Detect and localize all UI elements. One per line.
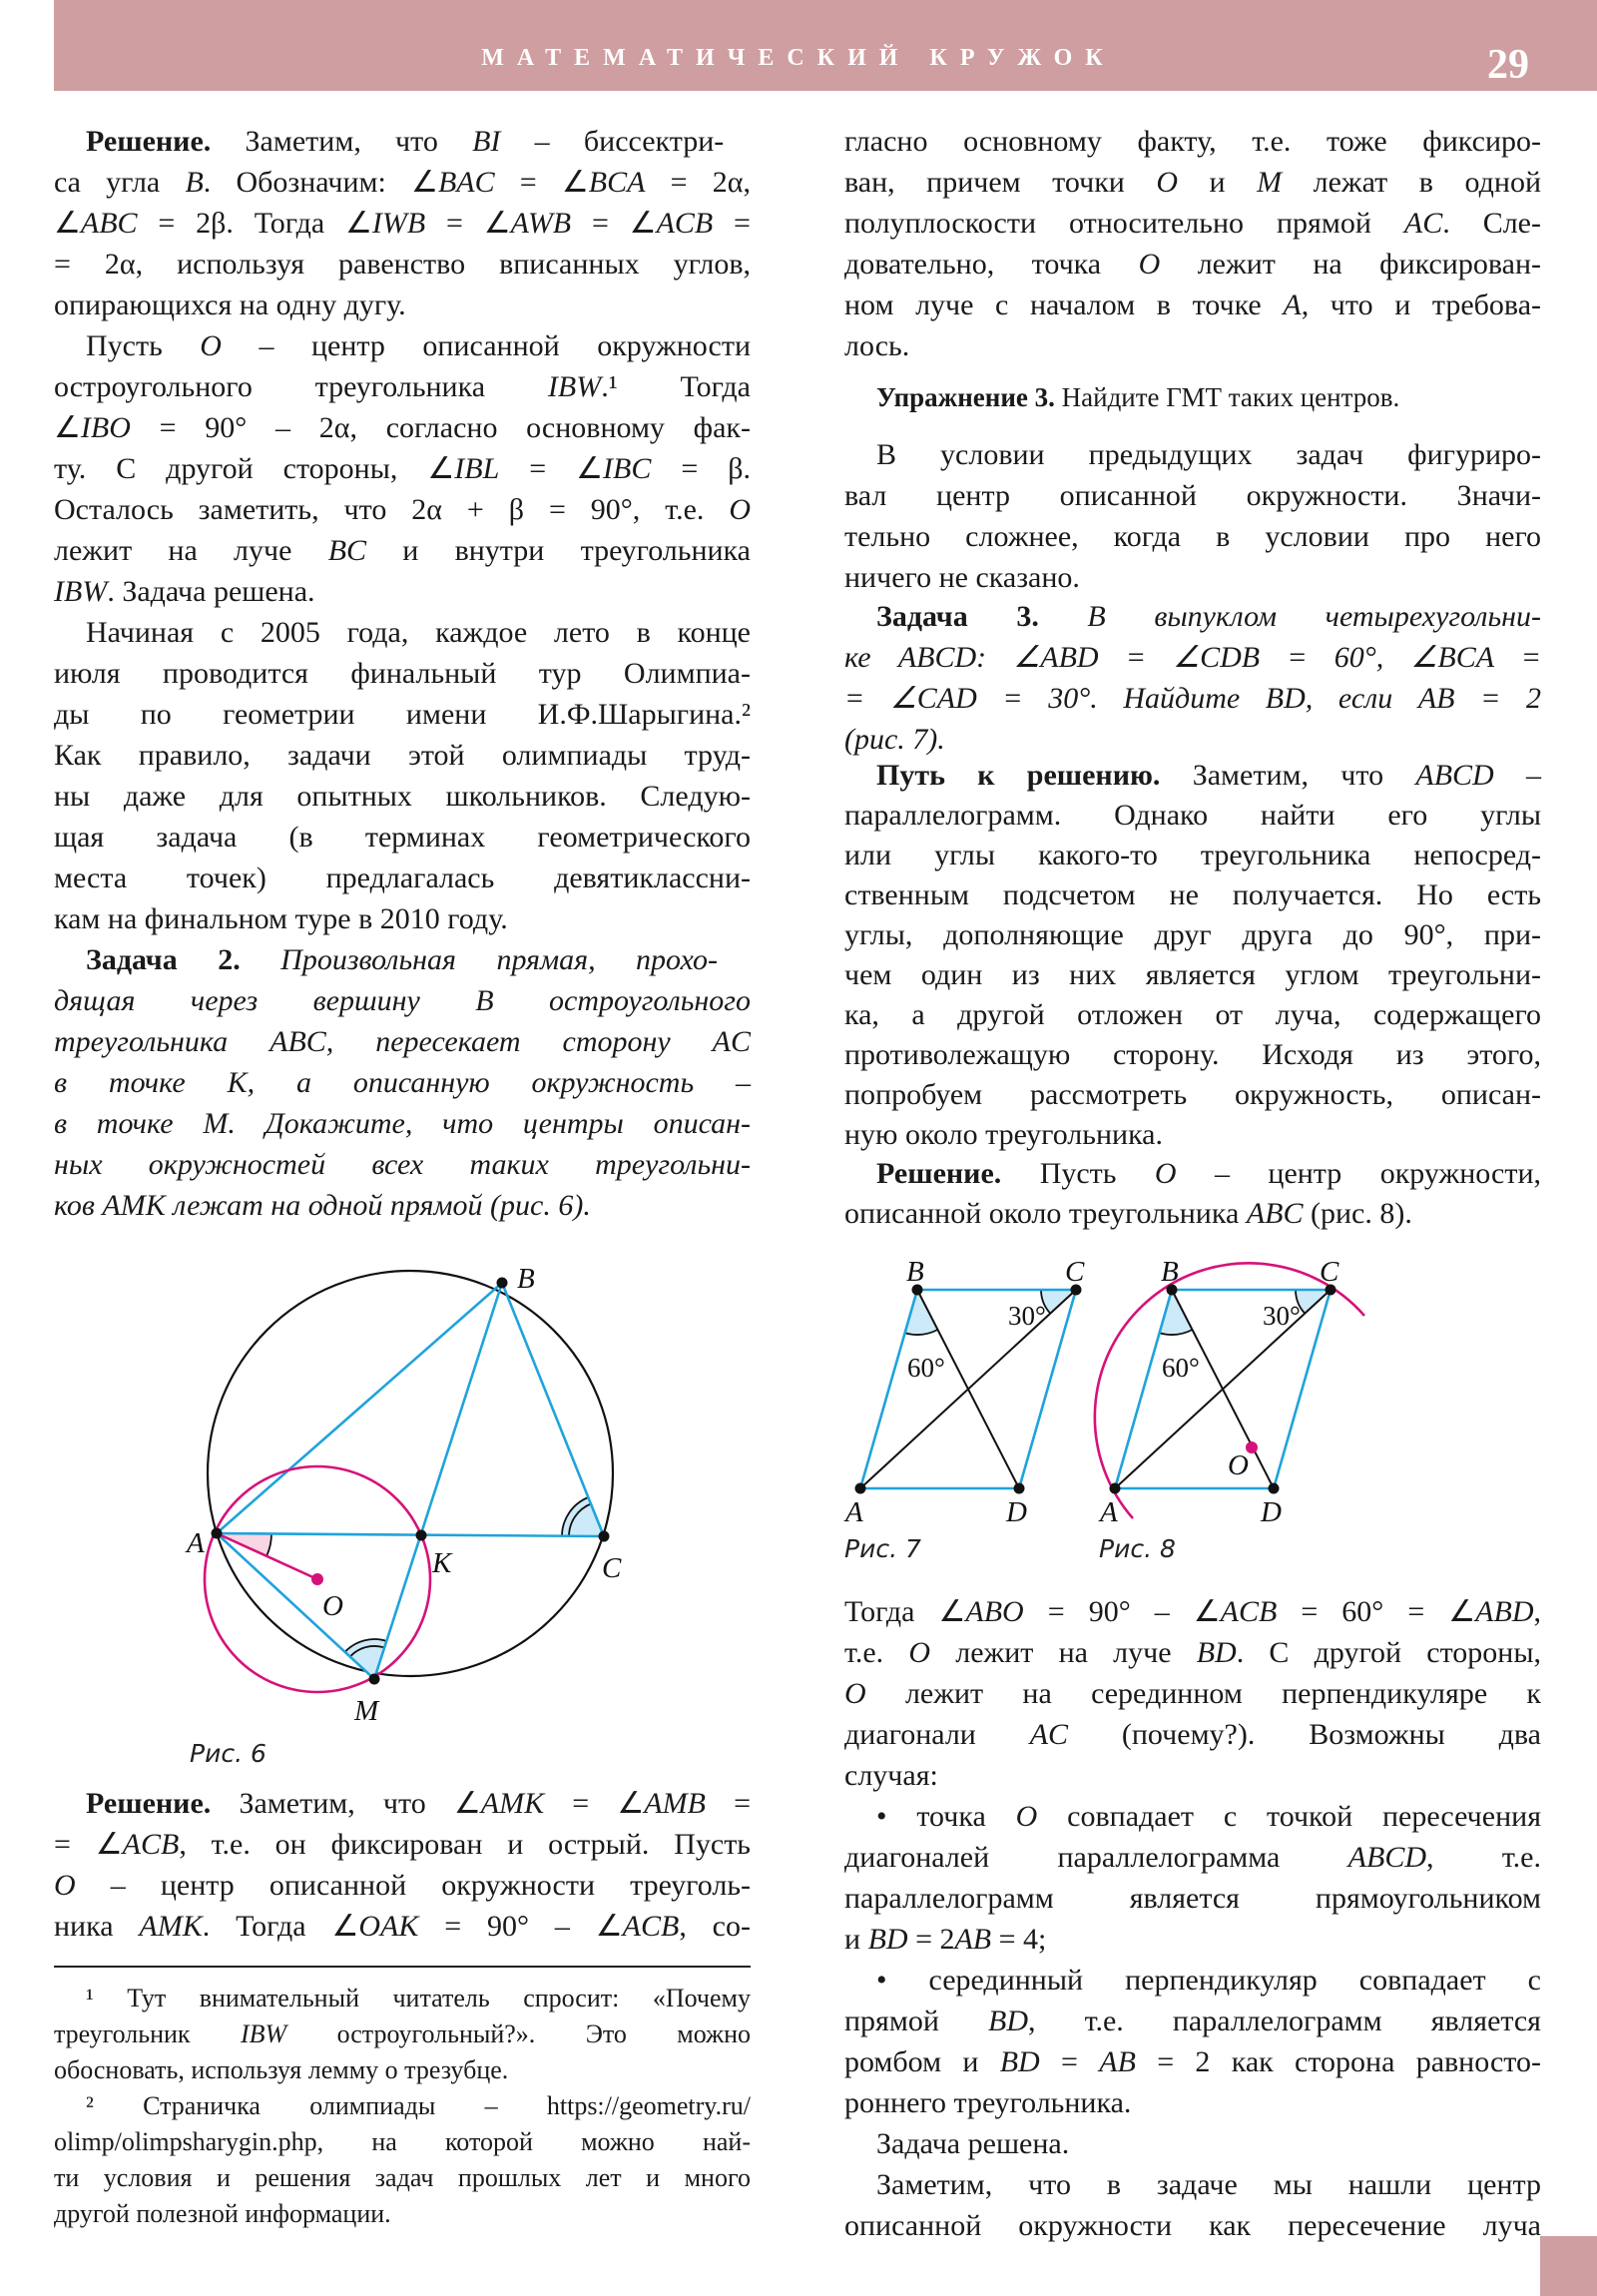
figure-7 — [843, 1256, 1085, 1563]
italic-text: ABO — [965, 1595, 1024, 1628]
point-o — [311, 1573, 323, 1585]
line-content: лось. — [844, 329, 910, 362]
point-d — [1014, 1483, 1025, 1494]
line-content: Заметим, что в задаче мы нашли центр — [876, 2168, 1541, 2201]
text-segment: = ∠ — [494, 166, 589, 199]
text-segment: = — [705, 1787, 751, 1820]
line-content: В условии предыдущих задач фигуриро- — [876, 438, 1541, 471]
label-a: A — [1100, 1496, 1118, 1528]
italic-text: O — [844, 1677, 866, 1710]
diagonal-bd — [1172, 1290, 1274, 1488]
italic-text: в точке K, а описанную окружность – — [54, 1066, 751, 1099]
line-content: чем один из них является углом треугольни- — [844, 958, 1541, 991]
text-segment: = ∠ — [544, 1787, 645, 1820]
text-segment: лежат в одной — [1282, 166, 1541, 199]
text-segment: – центр описанной окружности треуголь- — [75, 1869, 751, 1902]
text-segment: лежит на фиксирован- — [1160, 248, 1541, 281]
text-segment: = ∠ — [499, 452, 604, 485]
line-content: Задача решена. — [876, 2127, 1070, 2160]
angle-label-60: 60° — [907, 1353, 945, 1383]
side-ab — [860, 1290, 917, 1488]
italic-text: AC — [1029, 1718, 1069, 1751]
text-segment: , со- — [679, 1910, 751, 1943]
label-a: A — [187, 1527, 205, 1559]
run-in-heading: Упражнение 3. — [876, 382, 1055, 412]
text-segment: , т.е. — [1426, 1841, 1541, 1874]
run-in-heading: Решение. — [876, 1157, 1002, 1190]
line-content: ды по геометрии имени И.Ф.Шарыгина.² — [54, 698, 751, 731]
italic-text: O — [200, 329, 222, 362]
angle-label-30: 30° — [1008, 1301, 1046, 1331]
italic-text: AB — [1099, 2045, 1136, 2078]
line-content: ную около треугольника. — [844, 1118, 1163, 1151]
label-o: O — [322, 1590, 343, 1622]
segment-bm — [374, 1283, 502, 1679]
text-segment: ромбом и — [844, 2045, 1000, 2078]
line-content: = 2α, используя равенство вписанных углов, — [54, 248, 751, 281]
text-segment: – центр описанной окружности — [221, 329, 751, 362]
segment-ac — [217, 1533, 604, 1536]
italic-text: ACB — [1220, 1595, 1278, 1628]
text-segment: довательно, точка — [844, 248, 1139, 281]
text-segment: прямой — [844, 2005, 988, 2037]
italic-text: ACB — [622, 1910, 680, 1943]
text-segment: Заметим, что — [1160, 759, 1416, 792]
line-content: июля проводится финальный тур Олимпиа- — [54, 657, 751, 690]
line-content: ² Страничка олимпиады – https://geometry.ru/ — [86, 2091, 751, 2120]
text-segment: = ∠ — [571, 207, 657, 240]
running-title: МАТЕМАТИЧЕСКИЙ КРУЖОК — [481, 45, 1116, 71]
point-c — [599, 1531, 610, 1542]
italic-text: AB — [954, 1923, 992, 1956]
point-m — [369, 1674, 380, 1685]
line-content: описанной окружности как пересечение луча — [844, 2209, 1541, 2242]
line-content: обосновать, используя лемму о трезубце. — [54, 2055, 509, 2084]
text-segment: = — [713, 207, 751, 240]
label-b: B — [906, 1256, 924, 1288]
text-segment: = 2 как сторона равносто- — [1135, 2045, 1541, 2078]
text-segment: . Задача решена. — [107, 575, 315, 608]
point-d — [1269, 1483, 1280, 1494]
line-content: ничего не сказано. — [844, 561, 1080, 594]
text-segment: .¹ Тогда — [601, 370, 751, 403]
italic-text: ABC — [1246, 1197, 1304, 1230]
line-content: Как правило, задачи этой олимпиады труд- — [54, 739, 751, 772]
italic-text: AC — [1403, 207, 1443, 240]
line-content: параллелограмм является прямоугольником — [844, 1882, 1541, 1915]
italic-text: IBL — [454, 452, 500, 485]
italic-text: AMK — [139, 1910, 203, 1943]
italic-text: (рис. 7). — [844, 723, 945, 756]
text-segment: = — [1039, 2045, 1100, 2078]
label-d: D — [1006, 1496, 1027, 1528]
line-content: противолежащую сторону. Исходя из этого, — [844, 1038, 1541, 1071]
text-segment: ∠ — [54, 411, 81, 444]
italic-text: IBW — [240, 2019, 287, 2048]
italic-text: ков AMK лежат на одной прямой (рис. 6). — [54, 1189, 591, 1222]
line-content: ны даже для опытных школьников. Следую- — [54, 780, 751, 813]
italic-text: AWB — [510, 207, 572, 240]
line-content: места точек) предлагалась девятиклассни- — [54, 861, 751, 894]
italic-text: BD — [867, 1923, 908, 1956]
text-segment: . С другой стороны, — [1236, 1636, 1541, 1669]
run-in-heading: Задача 3. — [876, 600, 1039, 633]
italic-text: AMB — [644, 1787, 706, 1820]
text-segment: Найдите ГМТ таких центров. — [1054, 382, 1400, 412]
line-content: роннего треугольника. — [844, 2086, 1132, 2119]
line-content: гласно основному факту, т.е. тоже фиксиро- — [844, 125, 1541, 158]
run-in-heading: Задача 2. — [86, 943, 241, 976]
point-a — [212, 1528, 223, 1539]
text-segment: Тогда ∠ — [844, 1595, 966, 1628]
line-content: ка, а другой отложен от луча, содержащего — [844, 998, 1541, 1031]
italic-text: O — [1015, 1800, 1038, 1833]
italic-text: A — [1283, 288, 1302, 321]
italic-text: OAK — [358, 1910, 419, 1943]
text-segment: и — [1178, 166, 1258, 199]
text-segment: Пусть — [86, 329, 201, 362]
figure-8-caption: Рис. 8 — [1099, 1534, 1176, 1563]
angle-label-60: 60° — [1162, 1353, 1200, 1383]
text-segment: • точка — [876, 1800, 1016, 1833]
italic-text: дящая через вершину B остроугольного — [54, 984, 751, 1017]
italic-text: BD — [999, 2045, 1040, 2078]
text-segment: = 90° – ∠ — [418, 1910, 623, 1943]
label-d: D — [1261, 1496, 1282, 1528]
text-segment: описанной около треугольника — [844, 1197, 1247, 1230]
italic-text: O — [729, 493, 751, 526]
line-content: параллелограмм. Однако найти его углы — [844, 799, 1541, 832]
line-content: щая задача (в терминах геометрического — [54, 821, 751, 854]
text-segment: = 2 — [907, 1923, 955, 1956]
run-in-heading: Путь к решению. — [876, 759, 1161, 792]
line-content: • серединный перпендикуляр совпадает с — [876, 1964, 1541, 1997]
label-a: A — [845, 1496, 863, 1528]
angle-label-30: 30° — [1263, 1301, 1301, 1331]
figure-6-caption: Рис. 6 — [190, 1739, 266, 1768]
side-ab — [1115, 1290, 1172, 1488]
text-segment: лежит на луче — [930, 1636, 1197, 1669]
text-segment: и внутри треугольника — [366, 534, 751, 567]
text-segment: , т.е. он фиксирован и острый. Пусть — [179, 1828, 751, 1861]
italic-text: В выпуклом четырехугольни- — [1038, 600, 1541, 633]
italic-text: IBW — [54, 575, 108, 608]
line-content: углы, дополняющие друг друга до 90°, при- — [844, 918, 1541, 951]
text-segment: = β. — [651, 452, 751, 485]
italic-text: O — [908, 1636, 931, 1669]
run-in-heading: Решение. — [86, 1787, 212, 1820]
text-segment: = 2α, — [645, 166, 751, 199]
text-segment: – центр окружности, — [1176, 1157, 1541, 1190]
italic-text: O — [1156, 166, 1179, 199]
page-number: 29 — [1487, 42, 1529, 88]
label-c: C — [1320, 1256, 1339, 1288]
text-segment: Пусть — [1001, 1157, 1155, 1190]
text-segment: (рис. 8). — [1303, 1197, 1412, 1230]
italic-text: B — [185, 166, 204, 199]
text-segment: – — [1493, 759, 1541, 792]
italic-text: ACB — [656, 207, 714, 240]
text-segment: ту. С другой стороны, ∠ — [54, 452, 455, 485]
text-segment: = 90° – 2α, согласно основному фак- — [130, 411, 751, 444]
italic-text: ABC — [80, 207, 138, 240]
line-content: попробуем рассмотреть окружность, описан- — [844, 1078, 1541, 1111]
text-segment: лежит на луче — [54, 534, 328, 567]
text-segment: ном луче с началом в точке — [844, 288, 1284, 321]
label-b: B — [1161, 1256, 1179, 1288]
text-segment: лежит на серединном перпендикуляре к — [865, 1677, 1541, 1710]
italic-text: BAC — [437, 166, 495, 199]
point-b — [497, 1278, 508, 1289]
italic-text: IWB — [371, 207, 426, 240]
text-segment: совпадает с точкой пересечения — [1037, 1800, 1541, 1833]
segment-bc — [502, 1283, 604, 1536]
line-content: ти условия и решения задач прошлых лет и много — [54, 2163, 751, 2192]
text-segment: Заметим, что — [211, 125, 473, 158]
segment-ab — [217, 1283, 502, 1533]
italic-text: M — [1257, 166, 1283, 199]
line-content: olimp/olimpsharygin.php, на которой можно най- — [54, 2127, 751, 2156]
italic-text: ке ABCD: ∠ABD = ∠CDB = 60°, ∠BCA = — [844, 641, 1541, 674]
italic-text: BC — [327, 534, 367, 567]
line-content: опирающихся на одну дугу. — [54, 288, 406, 321]
italic-text: BI — [472, 125, 501, 158]
point-a — [1110, 1483, 1121, 1494]
run-in-heading: Решение. — [86, 125, 212, 158]
italic-text: ABD — [1475, 1595, 1534, 1628]
text-segment: = 90° – ∠ — [1023, 1595, 1221, 1628]
diagonal-bd — [917, 1290, 1019, 1488]
line-content: тельно сложнее, когда в условии про него — [844, 520, 1541, 553]
line-content: ственным подсчетом не получается. Но есть — [844, 878, 1541, 911]
line-content: ¹ Тут внимательный читатель спросит: «Почему — [86, 1984, 751, 2012]
text-segment: ван, причем точки — [844, 166, 1157, 199]
figure-8 — [1095, 1256, 1364, 1563]
line-content: вал центр описанной окружности. Значи- — [844, 479, 1541, 512]
text-segment: ∠ — [54, 207, 81, 240]
text-segment: треугольник — [54, 2019, 241, 2048]
text-segment: полуплоскости относительно прямой — [844, 207, 1404, 240]
point-k — [416, 1530, 427, 1541]
text-segment: диагоналей параллелограмма — [844, 1841, 1348, 1874]
italic-text: IBW — [547, 370, 602, 403]
label-c: C — [602, 1552, 622, 1584]
italic-text: ABCD — [1415, 759, 1494, 792]
text-segment: = 60° = ∠ — [1277, 1595, 1476, 1628]
text-segment: , что и требова- — [1301, 288, 1541, 321]
line-content: или углы какого-то треугольника непосред- — [844, 839, 1541, 871]
italic-text: O — [1138, 248, 1161, 281]
italic-text: IBC — [603, 452, 652, 485]
label-k: K — [432, 1547, 452, 1579]
label-m: M — [354, 1695, 379, 1727]
text-segment: . Тогда ∠ — [202, 1910, 359, 1943]
text-segment: . Сле- — [1442, 207, 1541, 240]
figure-7-caption: Рис. 7 — [844, 1534, 921, 1563]
text-segment: , т.е. параллелограмм является — [1028, 2005, 1541, 2037]
italic-text: треугольника ABC, пересекает сторону AC — [54, 1025, 751, 1058]
italic-text: BD — [988, 2005, 1028, 2037]
text-segment: Осталось заметить, что 2α + β = 90°, т.е. — [54, 493, 730, 526]
text-segment: – биссектри- — [500, 125, 725, 158]
text-segment: . Обозначим: ∠ — [203, 166, 438, 199]
text-segment: = 2β. Тогда ∠ — [137, 207, 372, 240]
line-content: кам на финальном туре в 2010 году. — [54, 902, 508, 935]
italic-text: BCA — [588, 166, 646, 199]
figure-6 — [185, 1263, 622, 1768]
text-segment: = ∠ — [425, 207, 511, 240]
italic-text: BD — [1196, 1636, 1237, 1669]
italic-text: O — [1154, 1157, 1177, 1190]
text-segment: ника — [54, 1910, 140, 1943]
text-segment: и — [844, 1923, 868, 1956]
italic-text: ных окружностей всех таких треугольни- — [54, 1148, 751, 1181]
italic-text: = ∠CAD = 30°. Найдите BD, если AB = 2 — [844, 682, 1541, 715]
text-segment: = ∠ — [54, 1828, 123, 1861]
text-segment: т.е. — [844, 1636, 909, 1669]
italic-text: AMK — [480, 1787, 545, 1820]
label-b: B — [517, 1263, 535, 1295]
text-segment: Заметим, что ∠ — [211, 1787, 481, 1820]
text-segment: = 4; — [991, 1923, 1047, 1956]
italic-text: ABCD — [1347, 1841, 1427, 1874]
italic-text: Произвольная прямая, прохо- — [240, 943, 719, 976]
angle-acb-mark — [562, 1497, 604, 1536]
label-c: C — [1065, 1256, 1085, 1288]
italic-text: O — [54, 1869, 76, 1902]
text-segment: диагонали — [844, 1718, 1030, 1751]
italic-text: IBO — [80, 411, 131, 444]
segment-am — [217, 1533, 374, 1679]
text-segment: , — [1533, 1595, 1541, 1628]
line-content: другой полезной информации. — [54, 2199, 391, 2228]
text-segment: са угла — [54, 166, 186, 199]
text-segment: остроугольного треугольника — [54, 370, 548, 403]
italic-text: ACB — [122, 1828, 180, 1861]
text-segment: остроугольный?». Это можно — [286, 2019, 751, 2048]
circumcircle-abc — [208, 1271, 613, 1676]
line-content: Начиная с 2005 года, каждое лето в конце — [86, 616, 751, 649]
label-o: O — [1228, 1449, 1249, 1481]
line-content: случая: — [844, 1759, 938, 1792]
text-segment: (почему?). Возможны два — [1068, 1718, 1541, 1751]
point-a — [855, 1483, 866, 1494]
italic-text: в точке M. Докажите, что центры описан- — [54, 1107, 751, 1140]
